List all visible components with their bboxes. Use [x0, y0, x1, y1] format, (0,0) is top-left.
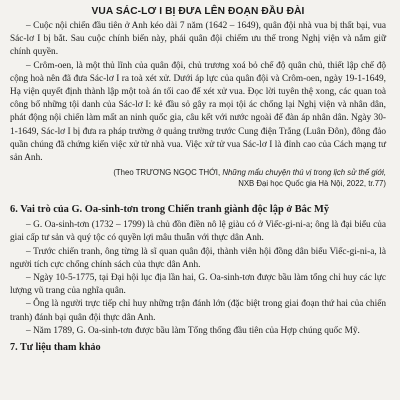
source-prefix: (Theo TRƯƠNG NGỌC THỚI,	[113, 168, 223, 178]
source-publisher: NXB Đại học Quốc gia Hà Nội, 2022, tr.77)	[238, 179, 386, 189]
section-6-paragraph-1: – G. Oa-sinh-tơn (1732 – 1799) là chủ đồn điền nô lệ giàu có ở Viếc-gi-ni-a; ông là đại biểu của giai cấp tư sản và quý tộc có quyền lợi mâu thuẫn với thực dân Anh.	[10, 220, 386, 244]
reading-box	[10, 6, 386, 189]
section-6-heading: 6. Vai trò của G. Oa-sinh-tơn trong Chiến tranh giành độc lập ở Bắc Mỹ	[10, 204, 330, 216]
section-6-paragraph-4: – Ông là người trực tiếp chỉ huy những trận đánh lớn (đặc biệt trong giai đoạn thứ hai của chiến tranh) đánh bại quân đội thực dân Anh.	[10, 299, 386, 323]
box-title: VUA SÁC-LƠ I BỊ ĐƯA LÊN ĐOẠN ĐẦU ĐÀI	[91, 6, 305, 17]
section-6-paragraph-2: – Trước chiến tranh, ông từng là sĩ quan quân đội, thành viên hội đồng dân biểu Viếc-gi-ni-a, là người tích cực chống chính sách của thực dân Anh.	[10, 246, 386, 270]
section-6-paragraph-3: – Ngày 10-5-1775, tại Đại hội lục địa lần hai, G. Oa-sinh-tơn được bầu làm tổng chỉ huy các lực lượng vũ trang của nghĩa quân.	[10, 273, 386, 297]
section-6-paragraph-5: – Năm 1789, G. Oa-sinh-tơn được bầu làm Tổng thống đầu tiên của Hợp chúng quốc Mỹ.	[26, 325, 360, 336]
section-6	[10, 203, 386, 338]
box-paragraph-1: – Cuộc nội chiến đầu tiên ở Anh kéo dài 7 năm (1642 – 1649), quân đội nhà vua bị thất bại, vua Sác-lơ I bị bắt. Sau cuộc chính biến này, phái quân đội chiếm ưu thế trong Nghị viện và nắm giữ chính quyền.	[10, 21, 386, 58]
section-7-heading: 7. Tư liệu tham khảo	[10, 342, 101, 354]
box-source	[10, 167, 386, 189]
box-paragraph-2: – Crôm-oen, là một thủ lĩnh của quân đội, chủ trương xoá bỏ chế độ quân chủ, thiết lập chế độ cộng hoà nên đã đưa Sác-lơ I ra toà xét xử. Dưới áp lực của quân đội và Crôm-oen, ngày 19-1-1649, Hạ viện quyết định thành lập một toà án tối cao để xét xử vua. Đọc lời tuyên thệ xong, các quan toà công bố những tội danh của Sác-lơ I: kẻ đầu sỏ gây ra mọi tội ác chống lại Nghị viện và nhân dân, phát động nội chiến làm mất an ninh quốc gia, câu kết với nước ngoài để đàn áp nhân dân. Ngày 30-1-1649, Sác-lơ I bị đưa ra pháp trường ở quảng trường trước Cung điện Trắng (Luân Đôn), đông đảo quần chúng đã chứng kiến việc xử tử nhà vua. Việc xử tử vua Sác-lơ I là đỉnh cao của Cách mạng tư sản Anh.	[10, 60, 386, 164]
source-book-title: Những mẩu chuyện thú vị trong lịch sử thế giới,	[222, 168, 386, 178]
